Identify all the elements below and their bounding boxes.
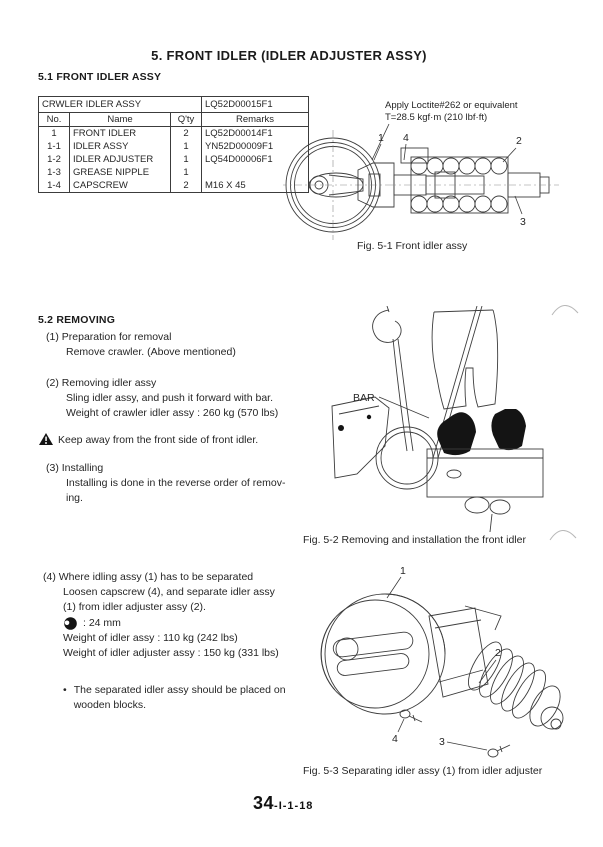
cell-name: CAPSCREW: [70, 179, 171, 193]
fig1-annotation-line1: Apply Loctite#262 or equivalent: [385, 100, 518, 111]
step-4-title: Where idling assy (1) has to be separated: [58, 571, 254, 583]
fig3-callout-4: 4: [392, 733, 398, 745]
cell-no: 1-3: [39, 166, 70, 179]
page-number: [253, 793, 313, 814]
page-curl-mark: [549, 526, 577, 542]
bullet-icon: •: [63, 684, 67, 696]
figure-5-2: [327, 306, 565, 532]
step-4-label: (4): [43, 571, 56, 583]
page-number-suffix: -I-1-18: [274, 800, 314, 812]
warning-text: Keep away from the front side of front idler.: [58, 433, 259, 446]
cell-qty: 2: [171, 179, 202, 193]
note-line2: wooden blocks.: [73, 699, 147, 711]
tool-size-text: : 24 mm: [83, 616, 121, 629]
fig3-callout-3: 3: [439, 736, 445, 748]
fig1-callout-1: 1: [378, 132, 384, 144]
step-1-line1: Remove crawler. (Above mentioned): [66, 346, 236, 358]
page-title: 5. FRONT IDLER (IDLER ADJUSTER ASSY): [151, 48, 427, 63]
cell-name: IDLER ADJUSTER: [70, 153, 171, 166]
cell-qty: 2: [171, 127, 202, 141]
wrench-socket-icon: [63, 617, 78, 630]
step-4-line1: Loosen capscrew (4), and separate idler assy: [63, 586, 275, 598]
warning-row: [39, 433, 258, 446]
table-row: [39, 179, 309, 193]
assembly-part-no-cell: LQ52D00015F1: [202, 97, 309, 113]
step-2-label: (2): [46, 377, 59, 389]
page-number-main: 34: [253, 793, 275, 813]
table-row: [39, 153, 309, 166]
cell-remarks: LQ54D00006F1: [202, 153, 309, 166]
col-header-no: No.: [39, 113, 70, 127]
cell-name: FRONT IDLER: [70, 127, 171, 141]
figure-5-1: [283, 96, 595, 246]
fig1-callout-3: 3: [520, 216, 526, 228]
col-header-qty: Q'ty: [171, 113, 202, 127]
col-header-name: Name: [70, 113, 171, 127]
fig3-callout-2: 2: [495, 647, 501, 659]
cell-remarks: YN52D00009F1: [202, 140, 309, 153]
step-2-title: Removing idler assy: [61, 377, 157, 389]
section-5-2-heading: 5.2 REMOVING: [38, 314, 116, 326]
cell-remarks: M16 X 45: [202, 179, 309, 193]
step-3-line1: Installing is done in the reverse order of remov-: [66, 477, 286, 489]
note-line1: The separated idler assy should be placed on: [73, 684, 286, 696]
figure-5-3: [295, 556, 565, 764]
step-4-weight1: Weight of idler assy : 110 kg (242 lbs): [63, 632, 238, 644]
col-header-remarks: Remarks: [202, 113, 309, 127]
parts-table: [38, 96, 309, 193]
idler-removal-drawing: [327, 306, 565, 532]
step-2-line2: Weight of crawler idler assy : 260 kg (570 lbs): [66, 407, 279, 419]
cell-name: IDLER ASSY: [70, 140, 171, 153]
fig1-annotation: [385, 100, 518, 123]
cell-no: 1-1: [39, 140, 70, 153]
table-row: [39, 127, 309, 141]
fig2-bar-label: BAR: [353, 392, 375, 404]
warning-icon: [39, 433, 53, 446]
note-row: [63, 683, 286, 713]
idler-separation-drawing: [295, 556, 565, 764]
step-4-weight2: Weight of idler adjuster assy : 150 kg (331 lbs): [63, 647, 279, 659]
step-1-label: (1): [46, 331, 59, 343]
table-row: [39, 140, 309, 153]
cell-qty: 1: [171, 140, 202, 153]
cell-remarks: LQ52D00014F1: [202, 127, 309, 141]
step-2: [46, 376, 278, 421]
fig1-caption: Fig. 5-1 Front idler assy: [357, 240, 468, 252]
step-3-title: Installing: [61, 462, 104, 474]
cell-no: 1-2: [39, 153, 70, 166]
fig3-callout-1: 1: [400, 565, 406, 577]
tool-row: [63, 615, 286, 631]
cell-qty: 1: [171, 166, 202, 179]
page-curl-mark: [551, 301, 579, 317]
fig2-caption: Fig. 5-2 Removing and installation the front idler: [303, 534, 526, 546]
cell-name: GREASE NIPPLE: [70, 166, 171, 179]
step-1: [46, 330, 236, 360]
fig1-annotation-line2: T=28.5 kgf·m (210 lbf·ft): [385, 111, 488, 123]
assembly-name-cell: CRWLER IDLER ASSY: [39, 97, 202, 113]
fig3-caption: Fig. 5-3 Separating idler assy (1) from idler adjuster: [303, 765, 543, 777]
step-4-line2: (1) from idler adjuster assy (2).: [63, 601, 206, 613]
step-3-label: (3): [46, 462, 59, 474]
cell-no: 1: [39, 127, 70, 141]
step-3: [46, 461, 285, 506]
step-4: [43, 570, 286, 713]
table-row: [39, 166, 309, 179]
section-5-1-heading: 5.1 FRONT IDLER ASSY: [38, 71, 162, 83]
fig1-callout-4: 4: [403, 132, 409, 144]
fig1-callout-2: 2: [516, 135, 522, 147]
step-3-line2: ing.: [66, 492, 83, 504]
cell-qty: 1: [171, 153, 202, 166]
step-1-title: Preparation for removal: [61, 331, 172, 343]
step-2-line1: Sling idler assy, and push it forward with bar.: [66, 392, 273, 404]
cell-no: 1-4: [39, 179, 70, 193]
